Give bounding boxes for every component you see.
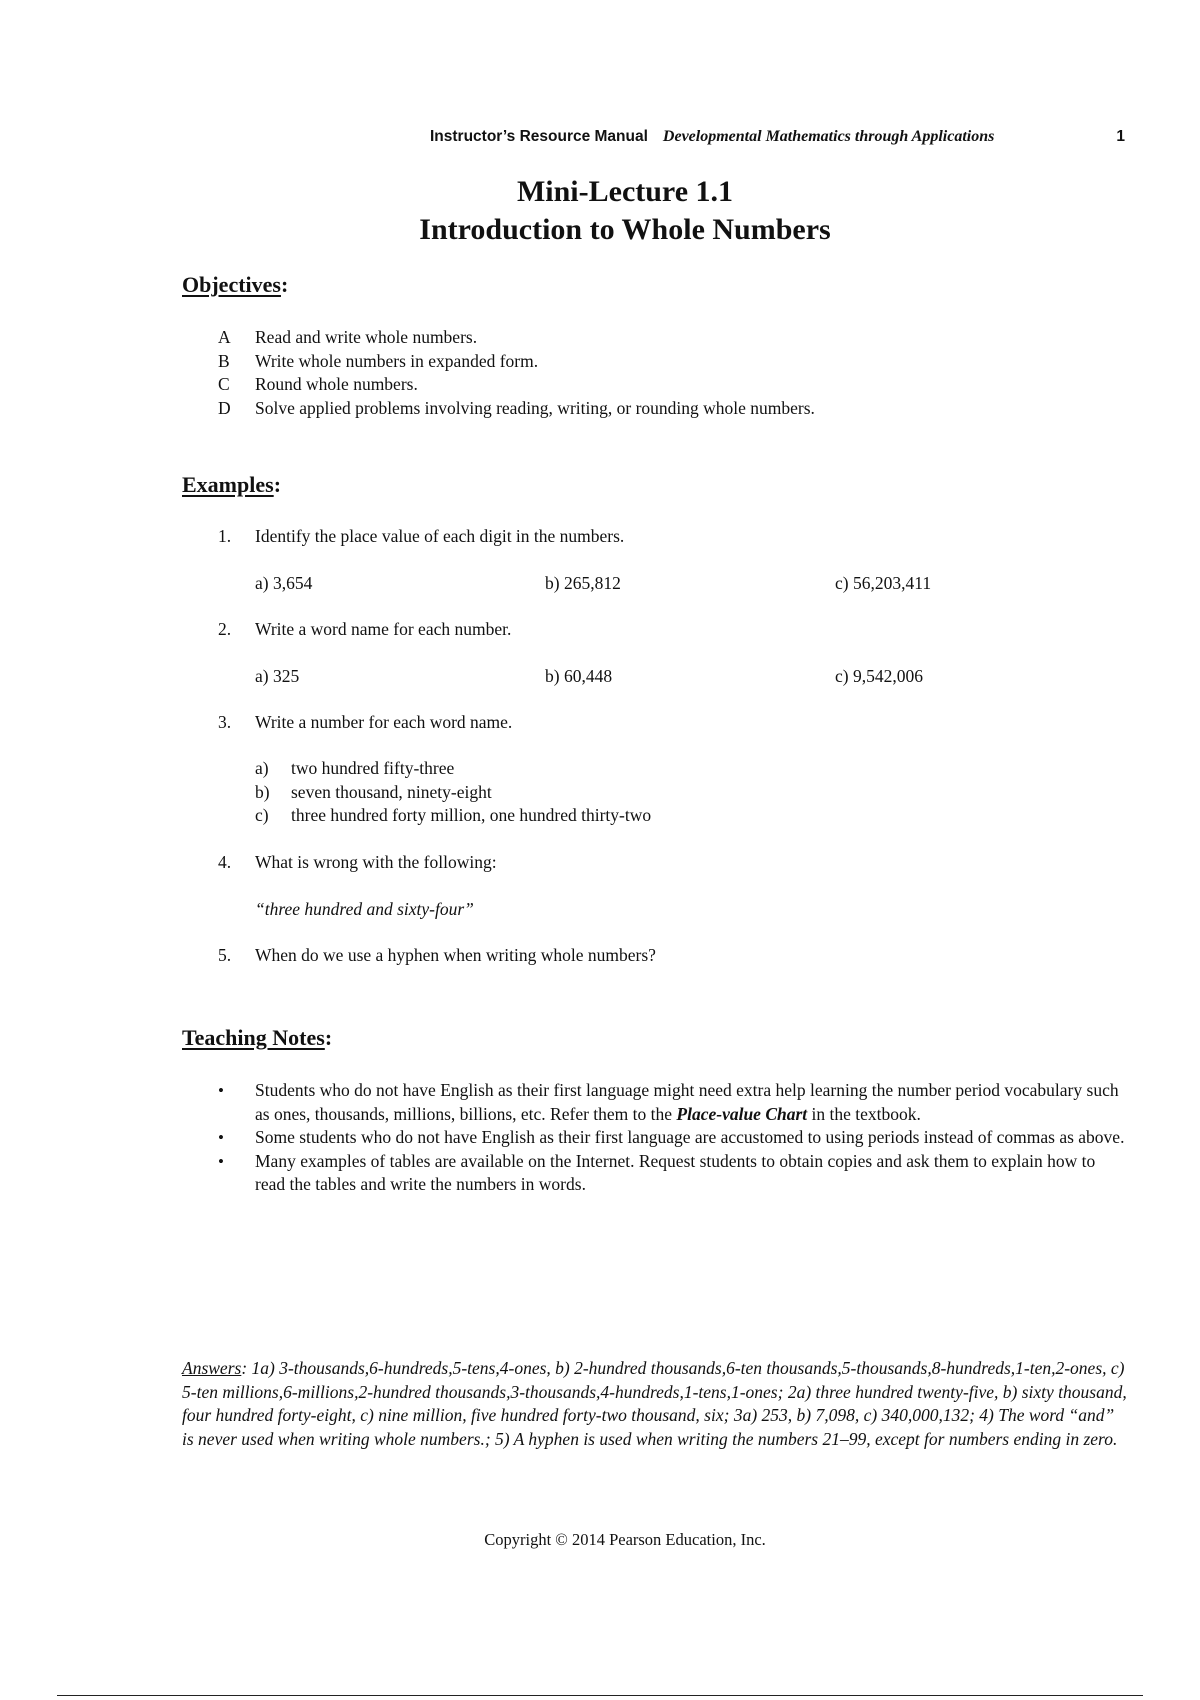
list-item: [218, 1126, 1128, 1150]
question-part-c: c) 56,203,411: [835, 573, 932, 593]
question-2-parts: [255, 665, 1155, 689]
list-item: [218, 1079, 1128, 1126]
examples-heading: [182, 472, 281, 498]
example-question-4: [218, 851, 1138, 875]
example-question-5: [218, 944, 1138, 968]
item-label: c): [255, 805, 269, 825]
item-text: two hundred fifty-three: [291, 758, 455, 778]
question-text: What is wrong with the following:: [255, 852, 497, 872]
question-number: 3.: [218, 712, 232, 732]
objective-letter: D: [218, 397, 231, 418]
item-label: b): [255, 781, 270, 802]
question-number: 2.: [218, 619, 232, 639]
question-part-a: a) 3,654: [255, 573, 313, 593]
teaching-notes-list: [218, 1079, 1128, 1197]
title-line-1: Mini-Lecture 1.1: [516, 175, 734, 208]
objective-text: Read and write whole numbers.: [255, 327, 478, 347]
question-text: When do we use a hyphen when writing whole numbers?: [255, 945, 656, 965]
answers-text: : 1a) 3-thousands,6-hundreds,5-tens,4-ones, b) 2-hundred thousands,6-ten thousands,5-thousands,8-hundreds,1-ten,2-ones, c) 5-ten millions,6-millions,2-hundred thousands,3-thousands,4-hundreds,1-tens,1-ones; 2a) three hundred twenty-five, b) sixty thousand, four hundred forty-eight, c) nine million, five hundred forty-two thousand, six; 3a) 253, b) 7,098, c) 340,000,132; 4) The word “and” is never used when writing whole numbers.; 5) A hyphen is used when writing the numbers 21–99, except for numbers ending in zero.: [182, 1358, 1127, 1449]
objective-text: Write whole numbers in expanded form.: [255, 350, 539, 371]
note-text: Many examples of tables are available on the Internet. Request students to obtain copies and ask them to explain how to read the tables and write the numbers in words.: [255, 1150, 1096, 1194]
objective-text: Solve applied problems involving reading, writing, or rounding whole numbers.: [255, 397, 815, 418]
note-text: Some students who do not have English as their first language are accustomed to using periods instead of commas as above.: [255, 1127, 1125, 1147]
header-manual-title: Instructor’s Resource Manual: [430, 128, 648, 145]
list-item: [255, 781, 1055, 805]
question-part-b: b) 265,812: [545, 573, 621, 593]
teaching-notes-heading-text: Teaching Notes: [182, 1025, 325, 1050]
bullet-icon: •: [218, 1081, 224, 1100]
item-label: a): [255, 758, 269, 778]
objective-item: [218, 397, 1118, 421]
question-part-b: b) 60,448: [545, 666, 613, 686]
question-part-a: a) 325: [255, 666, 300, 686]
answers-block: [182, 1357, 1127, 1451]
objectives-heading-text: Objectives: [182, 272, 281, 297]
example-question-1: [218, 525, 1138, 549]
question-number: 1.: [218, 526, 232, 546]
place-value-chart-emphasis: Place-value Chart: [676, 1103, 808, 1124]
item-text: seven thousand, ninety-eight: [291, 781, 492, 802]
question-4-quote: “three hundred and sixty-four”: [255, 899, 474, 919]
objective-item: [218, 373, 1118, 397]
examples-heading-text: Examples: [182, 472, 274, 497]
running-header: [430, 128, 1125, 146]
objective-item: [218, 326, 1118, 350]
list-item: [255, 804, 1055, 828]
bullet-icon: •: [218, 1128, 224, 1147]
header-page-number: 1: [1116, 128, 1125, 145]
question-number: 4.: [218, 852, 232, 872]
answers-label: Answers: [182, 1358, 242, 1378]
header-book-title: Developmental Mathematics through Applications: [662, 128, 995, 145]
title-line-2: Introduction to Whole Numbers: [419, 213, 831, 246]
example-question-2: [218, 618, 1138, 642]
teaching-notes-heading-colon: :: [324, 1025, 333, 1050]
objectives-list: [218, 326, 1118, 420]
note-text: [255, 1079, 1128, 1126]
objective-text: Round whole numbers.: [255, 374, 418, 394]
question-number: 5.: [218, 945, 232, 965]
question-text: Write a word name for each number.: [255, 619, 512, 639]
objective-letter: B: [218, 350, 230, 371]
note-text-part: in the textbook.: [807, 1103, 921, 1124]
copyright-footer: Copyright © 2014 Pearson Education, Inc.: [484, 1530, 766, 1549]
question-1-parts: [255, 572, 1155, 596]
objectives-heading: [182, 272, 288, 298]
list-item: [255, 757, 1055, 781]
question-text: Write a number for each word name.: [255, 712, 513, 732]
objectives-heading-colon: :: [280, 272, 289, 297]
page-title: [0, 173, 1200, 249]
note-text-part: Students who do not have English as their first language might need extra help learning the number period vocabulary such as ones, thousands, millions, billions, etc. Refer them to the: [255, 1080, 1119, 1124]
item-text: three hundred forty million, one hundred thirty-two: [291, 805, 652, 825]
question-3-items: [255, 757, 1055, 828]
objective-letter: C: [218, 374, 230, 394]
objective-letter: A: [218, 327, 231, 347]
bottom-divider: [57, 1695, 1143, 1696]
bullet-icon: •: [218, 1151, 224, 1171]
list-item: [218, 1150, 1128, 1197]
objective-item: [218, 350, 1118, 374]
examples-heading-colon: :: [273, 472, 282, 497]
question-text: Identify the place value of each digit in the numbers.: [255, 526, 625, 546]
example-question-3: [218, 711, 1138, 735]
question-part-c: c) 9,542,006: [835, 666, 923, 686]
teaching-notes-heading: [182, 1025, 332, 1051]
